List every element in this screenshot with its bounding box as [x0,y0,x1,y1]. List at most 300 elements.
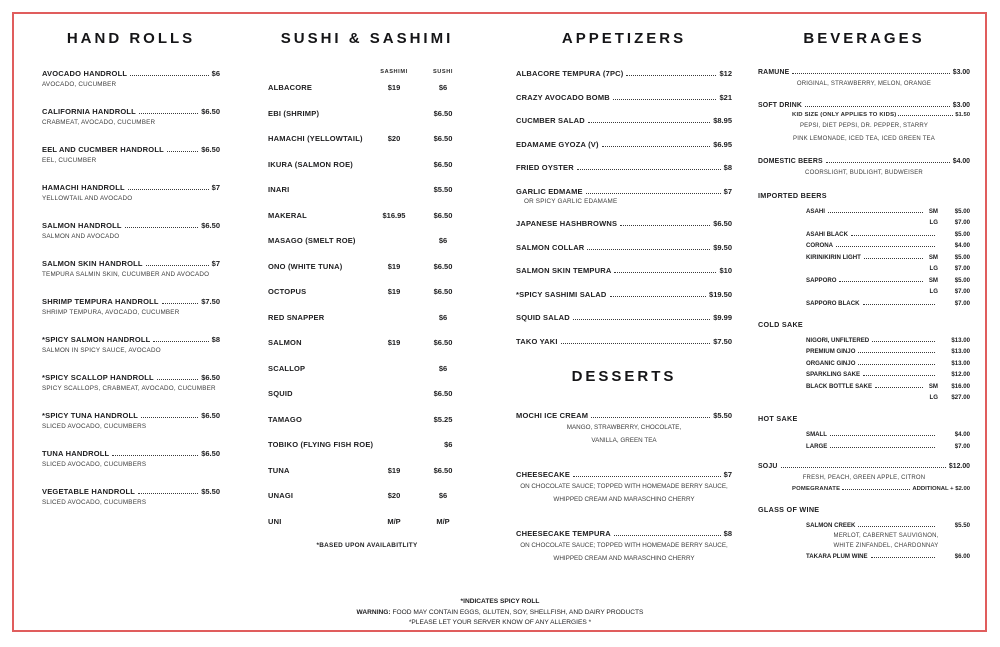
item-name: KIRIN/KIRIN LIGHT [806,253,861,261]
item-price: $5.00 [954,276,970,284]
item-price: $27.00 [951,394,970,402]
beverage-group [758,191,970,307]
appetizer-item [516,140,732,149]
item-name: SALMON [268,338,302,347]
dotted-leader [872,341,935,342]
item-name: TUNA HANDROLL [42,449,110,458]
menu-item-row [42,107,220,116]
beverage-item [758,102,970,144]
item-name: TAMAGO [268,414,302,424]
item-name: SAPPORO [806,276,837,284]
dotted-leader [138,493,198,494]
sashimi-price: M/P [387,516,401,526]
sushi-price: $5.25 [433,414,453,424]
item-price: $12.00 [948,462,970,470]
item-name: *SPICY SCALLOP HANDROLL [42,373,154,382]
beverage-entry-row [806,348,970,355]
dotted-leader [561,343,711,344]
dotted-leader [128,189,209,190]
item-name: SALMON COLLAR [516,242,585,252]
menu-item-row [516,116,732,125]
dotted-leader [157,379,198,380]
item-name: SALMON SKIN TEMPURA [516,266,612,275]
desserts-title: DESSERTS [571,367,677,385]
size-label: LG [929,265,938,273]
item-name: ALBACORE [268,83,313,92]
sushi-price: $6.50 [433,134,453,143]
item-description: YELLOWTAIL AND AVOCADO [42,195,133,202]
beverage-entry-row [806,288,970,295]
menu-item-row [516,163,732,172]
beverage-description: FRESH, PEACH, GREEN APPLE, CITRON [802,474,926,481]
item-name: SAPPORO BLACK [806,299,860,307]
dotted-leader [167,151,198,152]
sushi-price: $6 [438,491,448,500]
dotted-leader [875,387,923,388]
dotted-leader [830,435,935,436]
dotted-leader [830,447,935,448]
dotted-leader [781,467,946,468]
hand-roll-item [42,145,220,164]
item-description: SALMON IN SPICY SAUCE, AVOCADO [42,347,161,354]
item-name: INARI [268,185,290,194]
sushi-price: $6.50 [433,389,453,398]
sashimi-price: $19 [387,338,401,347]
item-price: $6.50 [201,373,220,382]
item-price: $5.00 [954,230,970,238]
dotted-leader [573,476,721,477]
item-price: $8.95 [713,116,732,125]
item-description: OR SPICY GARLIC EDAMAME [524,197,618,205]
item-price: $3.00 [952,102,970,110]
sushi-sashimi-row [268,160,466,169]
dessert-item [516,470,732,505]
item-description: SPICY SCALLOPS, CRABMEAT, AVOCADO, CUCUMBER [42,385,216,392]
menu-item-row [516,411,732,420]
dotted-leader [792,73,949,74]
dotted-leader [863,375,935,376]
sushi-sashimi-row [268,185,466,194]
item-description: VANILLA, GREEN TEA [591,436,657,444]
warning-text: FOOD MAY CONTAIN EGGS, GLUTEN, SOY, SHELLFISH, AND DAIRY PRODUCTS [390,608,644,616]
item-name: JAPANESE HASHBROWNS [516,219,618,228]
menu-item-row [42,449,220,458]
menu-item-row [516,337,732,346]
appetizer-item [516,69,732,78]
item-name: TAKO YAKI [516,336,558,346]
item-name: SALMON HANDROLL [42,221,122,230]
item-price: ADDITIONAL + $2.00 [912,485,970,492]
beverage-entry-row [806,553,970,560]
item-price: $6.95 [713,139,732,149]
item-name: KID SIZE (ONLY APPLIES TO KIDS) [792,112,897,119]
item-price: $12 [719,69,732,78]
item-price: $9.50 [713,242,732,252]
size-label: LG [929,219,938,227]
sashimi-price: $19 [387,261,401,271]
sushi-price-column-headers [268,69,466,75]
dotted-leader [898,115,953,116]
beverage-entry-row [806,337,970,344]
beverage-item [758,158,970,178]
item-description: MANGO, STRAWBERRY, CHOCOLATE, [566,423,682,431]
beverage-description: PEPSI, DIET PEPSI, DR. PEPPER, STARRY [799,123,929,130]
item-price: $13.00 [951,336,970,344]
menu-item-row [758,102,970,109]
item-name: RAMUNE [758,69,790,76]
appetizer-item [516,163,732,172]
dotted-leader [591,417,710,418]
item-name: OCTOPUS [268,287,307,296]
allergen-warning [0,608,1000,618]
appetizer-item [516,313,732,322]
item-name: ONO (WHITE TUNA) [268,261,343,271]
dotted-leader [125,227,199,228]
sashimi-column-header: SASHIMI [380,69,408,75]
menu-item-row [42,411,220,420]
sashimi-price: $19 [387,83,401,92]
item-name: SOFT DRINK [758,102,803,110]
dotted-leader [610,296,707,297]
sushi-price: $5.50 [433,185,453,194]
beverages-title: BEVERAGES [803,30,925,47]
item-price: $7.00 [954,299,970,307]
sushi-sashimi-row [268,466,466,475]
appetizer-item [516,337,732,346]
item-price: $5.50 [201,487,220,496]
dotted-leader [871,557,935,558]
item-name: CHEESECAKE [516,469,571,479]
item-name: ASAHI [806,207,825,215]
beverage-description: ORIGINAL, STRAWBERRY, MELON, ORANGE [796,81,932,87]
sashimi-price: $16.95 [382,210,406,220]
item-price: $6.50 [201,107,220,116]
dotted-leader [602,146,711,147]
dotted-leader [153,341,208,342]
item-price: $7.00 [954,288,970,296]
item-price: $6.50 [201,449,220,458]
appetizer-item [516,187,732,205]
item-name: UNAGI [268,491,294,500]
item-price: $7 [723,186,732,196]
item-name: EEL AND CUCMBER HANDROLL [42,145,164,154]
dotted-leader [146,265,209,266]
dotted-leader [588,122,710,123]
hand-rolls-list [42,69,220,506]
sushi-sashimi-row [268,262,466,271]
item-price: $4.00 [954,242,970,250]
item-name: SALMON CREEK [806,521,856,529]
item-name: SQUID SALAD [516,313,570,322]
sushi-sashimi-row [268,338,466,347]
item-price: $6.50 [201,145,220,154]
sushi-price: $6.50 [433,465,453,475]
appetizer-item [516,93,732,102]
item-price: $4.00 [952,157,970,165]
dotted-leader [614,272,716,273]
item-price: $7 [211,183,220,192]
dotted-leader [130,75,209,76]
menu-item-row [516,313,732,322]
item-price: $5.50 [954,521,970,529]
beverage-group [758,505,970,561]
item-name: ASAHI BLACK [806,230,848,238]
hand-roll-item [42,335,220,354]
menu-item-row [42,69,220,78]
beverage-entry-row [806,300,970,307]
menu-item-row [516,529,732,538]
item-name: BLACK BOTTLE SAKE [806,382,873,390]
item-description: WHIPPED CREAM AND MARASCHINO CHERRY [553,495,695,503]
appetizer-item [516,219,732,228]
sushi-price: M/P [436,516,450,526]
item-description: WHIPPED CREAM AND MARASCHINO CHERRY [553,554,695,562]
item-description: EEL, CUCUMBER [42,157,97,164]
size-label: LG [929,394,938,402]
beverage-item [758,463,970,492]
appetizers-title: APPETIZERS [561,30,687,47]
beverage-entry-row [806,242,970,249]
item-price: $5.00 [954,207,970,215]
beverage-item [758,69,970,89]
beverage-description: MERLOT, CABERNET SAUVIGNON, [833,533,939,540]
hand-roll-item [42,107,220,126]
beverage-group-heading: IMPORTED BEERS [758,190,827,200]
beverage-entry-row [806,208,970,215]
menu-item-row [516,243,732,252]
hand-rolls-section [42,30,220,525]
item-price: $6 [211,69,220,78]
blank-header-cell [268,69,368,75]
menu-item-row [42,145,220,154]
dotted-leader [577,169,721,170]
beverage-entry-row [806,265,970,272]
appetizer-item [516,266,732,275]
sashimi-price: $20 [387,491,401,500]
beverage-group [758,414,970,450]
item-description: ON CHOCOLATE SAUCE; TOPPED WITH HOMEMADE BERRY SAUCE, [520,541,728,549]
menu-item-row [516,266,732,275]
item-price: $8 [723,163,732,172]
dotted-leader [620,225,710,226]
item-name: UNI [268,516,282,526]
sushi-sashimi-row [268,517,466,526]
sushi-price: $6 [438,236,448,245]
item-name: ORGANIC GINJO [806,359,856,367]
dotted-leader [613,99,717,100]
item-description: ON CHOCOLATE SAUCE; TOPPED WITH HOMEMADE BERRY SAUCE, [520,482,728,490]
dessert-item [516,529,732,564]
item-name: SPARKLING SAKE [806,371,861,379]
item-price: $19.50 [709,289,732,299]
item-name: LARGE [806,442,828,450]
sushi-price: $6.50 [433,108,453,118]
beverage-group-heading: HOT SAKE [758,414,798,424]
sushi-sashimi-title: SUSHI & SASHIMI [280,30,454,47]
hand-roll-item [42,373,220,392]
beverage-description: PINK LEMONADE, ICED TEA, ICED GREEN TEA [793,136,935,143]
item-name: EDAMAME GYOZA (V) [516,139,599,149]
sushi-price: $6.50 [433,287,453,296]
item-price: $6.00 [954,553,970,561]
item-name: CUCMBER SALAD [516,116,585,125]
item-description: TEMPURA SALMIN SKIN, CUCUMBER AND AVOCADO [42,271,210,278]
item-name: CHEESECAKE TEMPURA [516,528,611,538]
menu-item-row [42,335,220,344]
item-price: $13.00 [951,359,970,367]
beverage-entry-row [806,219,970,226]
beverage-group-heading: COLD SAKE [758,319,804,329]
item-name: AVOCADO HANDROLL [42,69,128,78]
sushi-price: $6 [438,363,448,373]
beverage-description: WHITE ZINFANDEL, CHARDONNAY [833,543,939,550]
warning-label: WARNING: [356,608,391,616]
item-price: $7.50 [201,297,220,306]
appetizers-list [516,69,732,346]
sashimi-price: $19 [387,287,401,296]
hand-roll-item [42,183,220,202]
size-label: LG [929,288,938,296]
beverage-group-heading: GLASS OF WINE [758,504,820,514]
sushi-sashimi-row [268,364,466,373]
dotted-leader [839,281,922,282]
dotted-leader [858,364,935,365]
beverage-entry-row [806,431,970,438]
menu-item-row [516,140,732,149]
item-name: EBI (SHRIMP) [268,108,320,118]
item-name: CRAZY AVOCADO BOMB [516,92,610,102]
appetizer-item [516,290,732,299]
sushi-sashimi-list [268,83,466,526]
item-name: DOMESTIC BEERS [758,157,823,165]
menu-item-row [516,69,732,78]
sushi-sashimi-row [268,313,466,322]
dotted-leader [586,193,721,194]
dotted-leader [851,235,935,236]
beverage-entry-row [806,394,970,401]
item-name: ALBACORE TEMPURA (7PC) [516,69,624,78]
beverages-list [758,69,970,560]
appetizers-desserts-section [516,30,732,588]
dotted-leader [587,249,710,250]
sushi-price: $6 [444,440,453,449]
appetizer-item [516,116,732,125]
item-description: SLICED AVOCADO, CUCUMBERS [42,423,147,430]
sushi-sashimi-row [268,236,466,245]
beverage-entry-row [806,522,970,529]
beverage-sub-item-row [792,112,970,118]
item-name: HAMACHI (YELLOWTAIL) [268,134,363,143]
dotted-leader [162,303,199,304]
item-name: HAMACHI HANDROLL [42,183,125,192]
item-name: SCALLOP [268,363,306,373]
item-price: $7 [723,469,732,479]
sushi-sashimi-section [268,30,466,549]
item-name: MOCHI ICE CREAM [516,410,589,420]
item-name: *SPICY TUNA HANDROLL [42,411,139,420]
item-price: $12.00 [951,371,970,379]
menu-item-row [516,470,732,479]
item-name: POMEGRANATE [792,485,841,492]
item-name: SHRIMP TEMPURA HANDROLL [42,297,159,306]
item-price: $3.00 [952,69,970,76]
menu-item-row [758,463,970,470]
dotted-leader [573,319,710,320]
dotted-leader [864,258,923,259]
beverage-description: COORSLIGHT, BUDLIGHT, BUDWEISER [805,169,923,176]
item-name: TUNA [268,465,290,475]
item-price: $8 [723,528,732,538]
hand-rolls-title: HAND ROLLS [66,30,196,47]
item-price: $8 [211,335,220,344]
beverage-entry-row [806,254,970,261]
item-price: $4.00 [954,431,970,439]
sushi-price: $6.50 [433,159,453,169]
dotted-leader [858,526,935,527]
hand-roll-item [42,487,220,506]
size-label: SM [928,253,938,261]
item-name: MAKERAL [268,210,307,220]
item-price: $7.00 [954,442,970,450]
sushi-sashimi-row [268,491,466,500]
beverage-entry-row [806,277,970,284]
beverage-entry-row [806,371,970,378]
dotted-leader [826,162,950,163]
menu-item-row [42,183,220,192]
size-label: SM [928,382,938,390]
item-description: SLICED AVOCADO, CUCUMBERS [42,499,147,506]
menu-item-row [42,221,220,230]
item-description: SLICED AVOCADO, CUCUMBERS [42,461,147,468]
beverage-entry-row [806,360,970,367]
item-name: VEGETABLE HANDROLL [42,487,136,496]
dessert-item [516,411,732,446]
item-description: AVOCADO, CUCUMBER [42,81,117,88]
item-name: CALIFORNIA HANDROLL [42,107,136,116]
item-name: TOBIKO (FLYING FISH ROE) [268,440,374,449]
dotted-leader [858,352,935,353]
item-name: NIGORI, UNFILTERED [806,336,870,344]
beverage-entry-row [806,231,970,238]
item-name: SQUID [268,389,293,398]
menu-footer [0,597,1000,628]
hand-roll-item [42,297,220,316]
sashimi-price: $20 [387,134,401,143]
item-description: SHRIMP TEMPURA, AVOCADO, CUCUMBER [42,309,180,316]
item-price: $5.50 [713,410,732,420]
hand-roll-item [42,449,220,468]
beverage-entry-row [806,443,970,450]
item-price: $9.99 [713,313,732,322]
menu-item-row [42,373,220,382]
menu-item-row [516,219,732,228]
item-description: SALMON AND AVOCADO [42,233,120,240]
item-price: $6.50 [713,219,732,228]
menu-item-row [758,69,970,76]
sushi-price: $6.50 [433,338,453,347]
allergy-note: *PLEASE LET YOUR SERVER KNOW OF ANY ALLERGIES * [408,618,592,626]
item-price: $16.00 [951,382,970,390]
sushi-price: $6.50 [433,261,453,271]
hand-roll-item [42,221,220,240]
beverages-section [758,30,970,573]
item-name: *SPICY SASHIMI SALAD [516,289,607,299]
item-price: $5.00 [954,253,970,261]
sushi-sashimi-row [268,109,466,118]
item-price: $6.50 [201,411,220,420]
item-price: $7.00 [954,219,970,227]
dotted-leader [141,417,198,418]
